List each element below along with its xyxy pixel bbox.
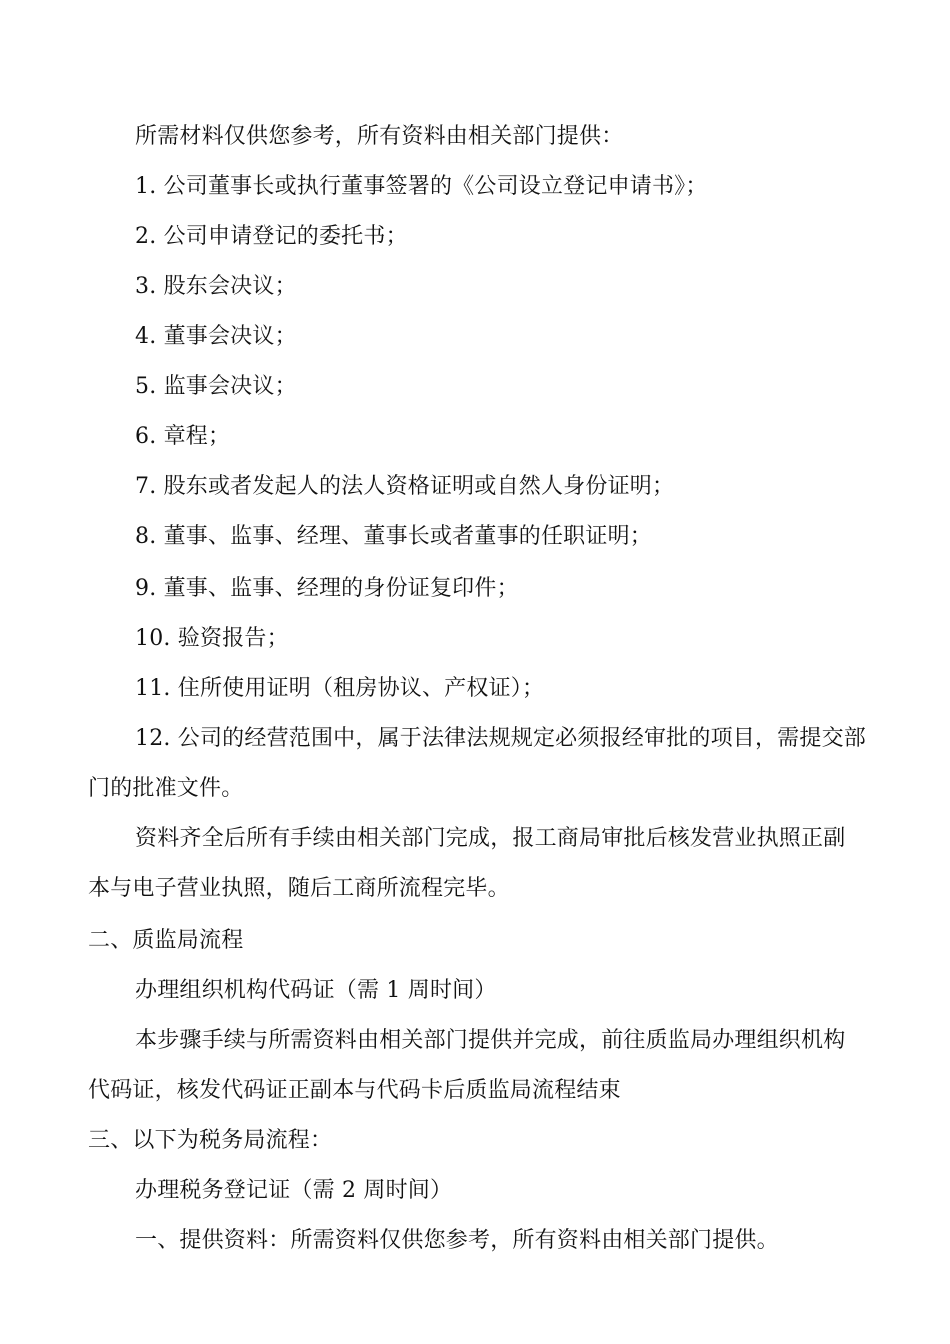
- list-item: 9. 董事、监事、经理的身份证复印件；: [135, 576, 519, 601]
- list-item: 6. 章程；: [135, 424, 231, 449]
- section-heading-tax: 三、以下为税务局流程：: [88, 1128, 333, 1153]
- list-item: 4. 董事会决议；: [135, 324, 297, 349]
- quality-paragraph-continuation: 代码证，核发代码证正副本与代码卡后质监局流程结束: [88, 1078, 621, 1103]
- list-item-continuation: 门的批准文件。: [88, 776, 244, 801]
- list-item: 3. 股东会决议；: [135, 274, 297, 299]
- list-item: 2. 公司申请登记的委托书；: [135, 224, 408, 249]
- list-item: 10. 验资报告；: [135, 626, 289, 651]
- summary-paragraph: 资料齐全后所有手续由相关部门完成，报工商局审批后核发营业执照正副: [135, 826, 846, 851]
- quality-paragraph: 本步骤手续与所需资料由相关部门提供并完成，前往质监局办理组织机构: [135, 1028, 846, 1053]
- intro-text: 所需材料仅供您参考，所有资料由相关部门提供：: [135, 124, 624, 149]
- section-subheading-tax: 办理税务登记证（需 2 周时间）: [135, 1178, 453, 1203]
- list-item: 12. 公司的经营范围中，属于法律法规规定必须报经审批的项目，需提交部: [135, 726, 866, 751]
- list-item: 8. 董事、监事、经理、董事长或者董事的任职证明；: [135, 524, 652, 549]
- summary-paragraph-continuation: 本与电子营业执照，随后工商所流程完毕。: [88, 876, 510, 901]
- section-heading-quality: 二、质监局流程: [88, 928, 244, 953]
- list-item: 7. 股东或者发起人的法人资格证明或自然人身份证明；: [135, 474, 675, 499]
- tax-item: 一、提供资料：所需资料仅供您参考，所有资料由相关部门提供。: [135, 1228, 779, 1253]
- list-item: 1. 公司董事长或执行董事签署的《公司设立登记申请书》；: [135, 174, 708, 199]
- list-item: 11. 住所使用证明（租房协议、产权证）；: [135, 676, 545, 701]
- list-item: 5. 监事会决议；: [135, 374, 297, 399]
- section-subheading-quality: 办理组织机构代码证（需 1 周时间）: [135, 978, 497, 1003]
